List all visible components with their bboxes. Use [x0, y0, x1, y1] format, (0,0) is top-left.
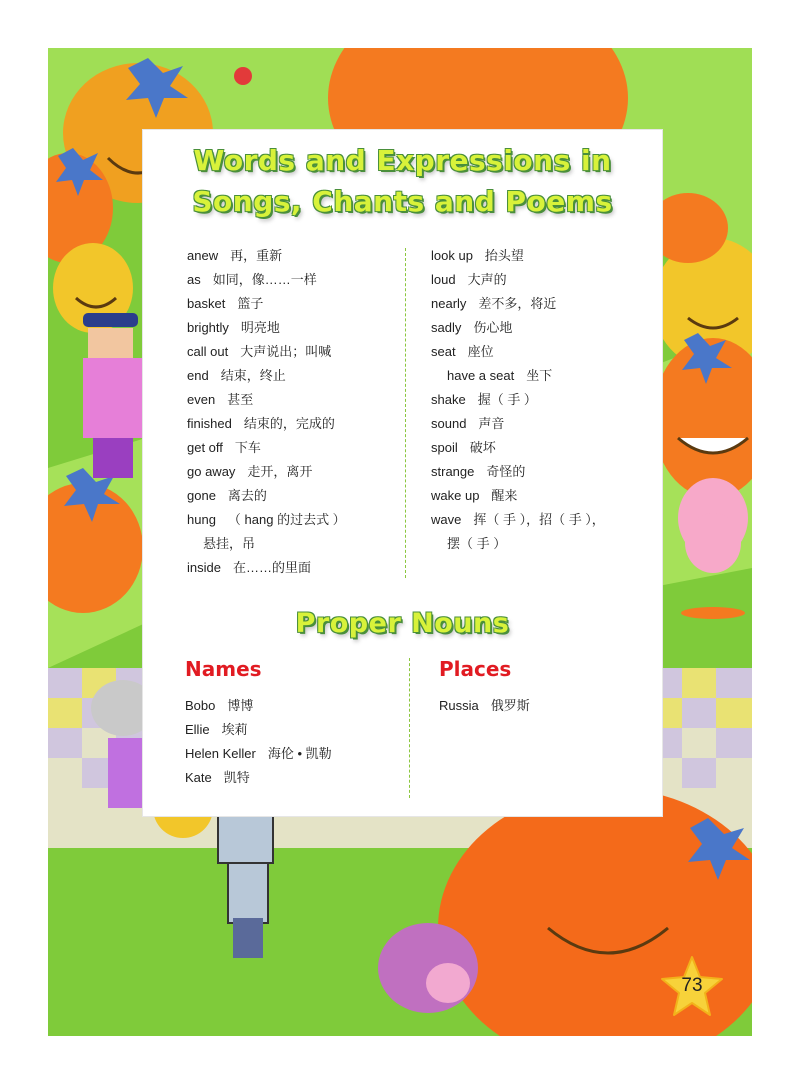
names-list — [185, 695, 405, 795]
list-item: as 如同，像……一样 — [187, 272, 317, 287]
list-item: get off 下车 — [187, 440, 261, 455]
proper-nouns-title: Proper Nouns — [295, 608, 510, 639]
list-item: basket 篮子 — [187, 296, 264, 311]
list-item: Russia 俄罗斯 — [439, 698, 530, 713]
list-item: 悬挂，吊 — [203, 536, 256, 551]
word-list-right — [431, 245, 651, 565]
page-title-line1: Words and Expressions in — [193, 144, 612, 177]
column-divider — [405, 248, 406, 578]
list-item: sadly 伤心地 — [431, 320, 513, 335]
page-number-badge — [660, 955, 724, 1019]
page-number: 73 — [681, 975, 703, 996]
list-item: call out 大声说出；叫喊 — [187, 344, 332, 359]
word-list-left — [187, 245, 407, 585]
places-list — [439, 695, 639, 725]
page-title-line2: Songs, Chants and Poems — [192, 185, 613, 218]
list-item: hung （ hang 的过去式 ） — [187, 512, 346, 527]
list-item: end 结束，终止 — [187, 368, 286, 383]
list-item: spoil 破坏 — [431, 440, 496, 455]
list-item: 摆（ 手 ） — [447, 536, 507, 551]
list-item: go away 走开，离开 — [187, 464, 313, 479]
list-item: have a seat 坐下 — [447, 368, 553, 383]
list-item: seat 座位 — [431, 344, 494, 359]
list-item: finished 结束的，完成的 — [187, 416, 335, 431]
content-card — [143, 130, 662, 816]
list-item: look up 抬头望 — [431, 248, 524, 263]
list-item: Ellie 埃莉 — [185, 722, 248, 737]
names-heading: Names — [185, 657, 262, 681]
list-item: anew 再，重新 — [187, 248, 283, 263]
list-item: inside 在……的里面 — [187, 560, 311, 575]
proper-nouns-divider — [409, 658, 410, 798]
list-item: Helen Keller 海伦 • 凯勒 — [185, 746, 332, 761]
list-item: wave 挥（ 手 ），招（ 手 ）， — [431, 512, 605, 527]
list-item: nearly 差不多，将近 — [431, 296, 557, 311]
list-item: loud 大声的 — [431, 272, 507, 287]
list-item: strange 奇怪的 — [431, 464, 526, 479]
list-item: wake up 醒来 — [431, 488, 518, 503]
places-heading: Places — [439, 657, 512, 681]
list-item: Kate 凯特 — [185, 770, 250, 785]
list-item: sound 声音 — [431, 416, 505, 431]
list-item: shake 握（ 手 ） — [431, 392, 537, 407]
list-item: gone 离去的 — [187, 488, 267, 503]
list-item: Bobo 博博 — [185, 698, 254, 713]
list-item: brightly 明亮地 — [187, 320, 280, 335]
list-item: even 甚至 — [187, 392, 254, 407]
